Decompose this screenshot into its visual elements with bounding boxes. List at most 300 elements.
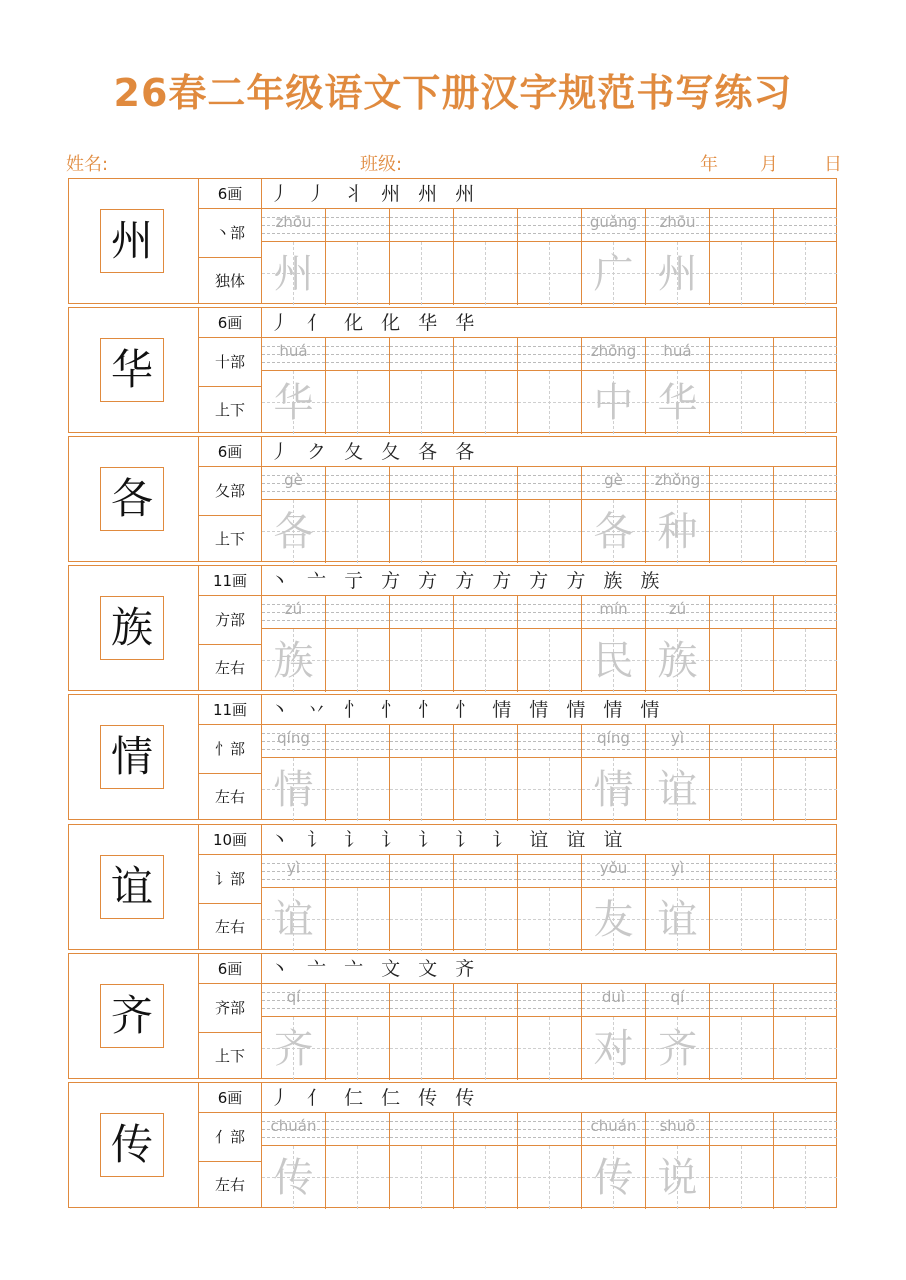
pinyin-lines [390, 1113, 453, 1146]
pinyin-lines [326, 596, 389, 629]
pinyin-lines [582, 984, 645, 1017]
tian-zi-grid [582, 888, 645, 951]
practice-cell[interactable] [646, 984, 710, 1080]
practice-cell[interactable] [262, 725, 326, 821]
writing-grid [262, 209, 837, 305]
pinyin-lines [710, 1113, 773, 1146]
tian-zi-grid [454, 1017, 517, 1080]
practice-cell[interactable] [454, 209, 518, 305]
model-char-column [69, 566, 199, 690]
radical: 齐部 [199, 984, 261, 1033]
tian-zi-grid [454, 1146, 517, 1209]
tian-zi-grid [710, 1146, 773, 1209]
model-char-column [69, 437, 199, 561]
pinyin-text: guǎng [589, 213, 638, 231]
model-char: 齐 [100, 984, 164, 1048]
char-block-2 [68, 307, 837, 433]
pinyin-text: huá [279, 342, 308, 360]
tian-zi-grid [390, 371, 453, 434]
practice-cell[interactable] [710, 1113, 774, 1209]
tian-zi-grid [646, 888, 709, 951]
practice-cell[interactable] [390, 338, 454, 434]
tian-zi-grid [326, 888, 389, 951]
tian-zi-grid [518, 500, 581, 563]
practice-cell[interactable] [582, 467, 646, 563]
pinyin-text: yǒu [599, 859, 628, 877]
pinyin-lines [262, 209, 325, 242]
tian-zi-grid [518, 629, 581, 692]
practice-cell[interactable] [582, 984, 646, 1080]
pinyin-text: chuán [270, 1117, 317, 1135]
practice-cell[interactable] [518, 984, 582, 1080]
stroke-count: 6画 [199, 179, 261, 209]
pinyin-lines [582, 725, 645, 758]
pinyin-lines [454, 855, 517, 888]
practice-cell[interactable] [582, 209, 646, 305]
pinyin-lines [454, 338, 517, 371]
writing-grid [262, 855, 837, 951]
practice-cell[interactable] [774, 209, 837, 305]
pinyin-lines [454, 596, 517, 629]
pinyin-lines [390, 984, 453, 1017]
tian-zi-grid [774, 371, 837, 434]
practice-cell[interactable] [262, 338, 326, 434]
tian-zi-grid [262, 500, 325, 563]
char-info-column [199, 1083, 262, 1207]
model-char-column [69, 179, 199, 303]
name-label: 姓名: [66, 154, 109, 175]
model-char: 传 [100, 1113, 164, 1177]
radical: 亻部 [199, 1113, 261, 1162]
tian-zi-grid [582, 629, 645, 692]
pinyin-text: shuō [659, 1117, 696, 1135]
practice-cell[interactable] [262, 596, 326, 692]
practice-cell[interactable] [710, 596, 774, 692]
trace-char: 情 [273, 767, 314, 813]
practice-cell[interactable] [262, 467, 326, 563]
pinyin-lines [582, 209, 645, 242]
model-char: 各 [100, 467, 164, 531]
practice-cell[interactable] [454, 467, 518, 563]
tian-zi-grid [454, 242, 517, 305]
model-char-column [69, 954, 199, 1078]
practice-cell[interactable] [262, 855, 326, 951]
trace-char: 州 [273, 251, 314, 297]
trace-char: 谊 [657, 767, 698, 813]
trace-char: 广 [593, 251, 634, 297]
practice-cell[interactable] [774, 338, 837, 434]
structure: 上下 [214, 1047, 245, 1065]
pinyin-text: zú [668, 600, 687, 618]
trace-char: 齐 [273, 1026, 314, 1072]
tian-zi-grid [390, 758, 453, 821]
pinyin-text: qíng [277, 729, 310, 747]
pinyin-lines [454, 209, 517, 242]
practice-cell[interactable] [774, 596, 837, 692]
pinyin-lines [326, 725, 389, 758]
trace-char: 中 [593, 380, 634, 426]
practice-cell[interactable] [582, 596, 646, 692]
practice-cell[interactable] [390, 1113, 454, 1209]
pinyin-lines [774, 725, 837, 758]
pinyin-lines [710, 209, 773, 242]
tian-zi-grid [326, 1017, 389, 1080]
pinyin-text: chuán [590, 1117, 637, 1135]
pinyin-lines [774, 467, 837, 500]
tian-zi-grid [582, 1017, 645, 1080]
tian-zi-grid [774, 500, 837, 563]
practice-cell[interactable] [262, 1113, 326, 1209]
pinyin-lines [518, 209, 581, 242]
tian-zi-grid [454, 371, 517, 434]
practice-cell[interactable] [390, 725, 454, 821]
radical: 讠部 [199, 855, 261, 904]
tian-zi-grid [454, 758, 517, 821]
practice-cell[interactable] [326, 596, 390, 692]
tian-zi-grid [518, 242, 581, 305]
pinyin-lines [390, 338, 453, 371]
practice-cell[interactable] [518, 338, 582, 434]
tian-zi-grid [518, 758, 581, 821]
practice-cell[interactable] [262, 209, 326, 305]
pinyin-lines [582, 855, 645, 888]
radical: 方部 [199, 596, 261, 645]
pinyin-lines [390, 725, 453, 758]
tian-zi-grid [710, 500, 773, 563]
pinyin-lines [262, 467, 325, 500]
stroke-count: 6画 [199, 954, 261, 984]
practice-cell[interactable] [454, 725, 518, 821]
pinyin-lines [582, 338, 645, 371]
pinyin-lines [646, 209, 709, 242]
stroke-count: 11画 [199, 566, 261, 596]
practice-cell[interactable] [582, 725, 646, 821]
practice-cell[interactable] [390, 596, 454, 692]
model-char: 华 [100, 338, 164, 402]
practice-cell[interactable] [518, 596, 582, 692]
practice-cell[interactable] [326, 209, 390, 305]
pinyin-lines [518, 596, 581, 629]
pinyin-lines [390, 467, 453, 500]
pinyin-text: zhōu [659, 213, 696, 231]
practice-cell[interactable] [710, 338, 774, 434]
structure: 左右 [214, 918, 245, 936]
tian-zi-grid [518, 371, 581, 434]
practice-cell[interactable] [646, 338, 710, 434]
practice-cell[interactable] [710, 725, 774, 821]
tian-zi-grid [774, 888, 837, 951]
trace-char: 谊 [273, 897, 314, 943]
stroke-count: 11画 [199, 695, 261, 725]
trace-char: 友 [593, 897, 634, 943]
tian-zi-grid [710, 629, 773, 692]
pinyin-text: duì [601, 988, 626, 1006]
pinyin-text: yì [670, 859, 685, 877]
char-block-8 [68, 1082, 837, 1208]
tian-zi-grid [646, 629, 709, 692]
trace-char: 华 [657, 380, 698, 426]
practice-cell[interactable] [454, 1113, 518, 1209]
pinyin-lines [518, 1113, 581, 1146]
pinyin-lines [518, 855, 581, 888]
pinyin-lines [454, 467, 517, 500]
pinyin-text: qí [670, 988, 685, 1006]
practice-cell[interactable] [582, 855, 646, 951]
month-label: 月 [760, 154, 778, 175]
pinyin-lines [710, 467, 773, 500]
practice-cell[interactable] [646, 596, 710, 692]
writing-grid [262, 596, 837, 692]
pinyin-text: zhōng [590, 342, 637, 360]
tian-zi-grid [262, 371, 325, 434]
stroke-order: 丶 丷 忄 忄 忄 忄 情 情 情 情 情 [262, 695, 837, 725]
char-info-column [199, 179, 262, 303]
practice-cell[interactable] [326, 855, 390, 951]
model-char: 州 [100, 209, 164, 273]
practice-cell[interactable] [646, 1113, 710, 1209]
tian-zi-grid [774, 758, 837, 821]
practice-cell[interactable] [326, 338, 390, 434]
structure: 独体 [214, 272, 245, 290]
trace-char: 各 [593, 509, 634, 555]
practice-cell[interactable] [774, 855, 837, 951]
stroke-count: 6画 [199, 437, 261, 467]
trace-char: 种 [657, 509, 698, 555]
model-char: 情 [100, 725, 164, 789]
pinyin-text: zhǒng [654, 471, 701, 489]
char-info-column [199, 954, 262, 1078]
tian-zi-grid [262, 629, 325, 692]
pinyin-lines [326, 338, 389, 371]
pinyin-lines [646, 855, 709, 888]
pinyin-lines [262, 984, 325, 1017]
pinyin-lines [262, 855, 325, 888]
practice-cell[interactable] [710, 209, 774, 305]
practice-cell[interactable] [518, 209, 582, 305]
tian-zi-grid [262, 758, 325, 821]
tian-zi-grid [262, 1017, 325, 1080]
pinyin-lines [774, 1113, 837, 1146]
tian-zi-grid [326, 500, 389, 563]
stroke-count: 6画 [199, 308, 261, 338]
char-block-4 [68, 565, 837, 691]
pinyin-text: qí [286, 988, 301, 1006]
pinyin-lines [774, 855, 837, 888]
tian-zi-grid [646, 371, 709, 434]
tian-zi-grid [710, 888, 773, 951]
pinyin-lines [262, 725, 325, 758]
tian-zi-grid [262, 888, 325, 951]
day-label: 日 [824, 154, 842, 175]
practice-cell[interactable] [326, 467, 390, 563]
tian-zi-grid [518, 1017, 581, 1080]
pinyin-lines [326, 209, 389, 242]
tian-zi-grid [518, 1146, 581, 1209]
practice-cell[interactable] [326, 1113, 390, 1209]
practice-cell[interactable] [454, 596, 518, 692]
tian-zi-grid [454, 629, 517, 692]
practice-cell[interactable] [454, 984, 518, 1080]
trace-char: 说 [657, 1155, 698, 1201]
char-block-5 [68, 694, 837, 820]
trace-char: 州 [657, 251, 698, 297]
tian-zi-grid [774, 1017, 837, 1080]
pinyin-lines [582, 596, 645, 629]
practice-cell[interactable] [582, 338, 646, 434]
pinyin-lines [518, 338, 581, 371]
tian-zi-grid [326, 629, 389, 692]
trace-char: 民 [593, 638, 634, 684]
pinyin-lines [774, 338, 837, 371]
year-label: 年 [700, 154, 718, 175]
pinyin-lines [326, 984, 389, 1017]
practice-cell[interactable] [518, 467, 582, 563]
stroke-order: 丿 亻 仁 仁 传 传 [262, 1083, 837, 1113]
tian-zi-grid [646, 1017, 709, 1080]
practice-cell[interactable] [774, 467, 837, 563]
pinyin-text: yì [286, 859, 301, 877]
tian-zi-grid [582, 758, 645, 821]
model-char: 谊 [100, 855, 164, 919]
writing-grid [262, 725, 837, 821]
tian-zi-grid [262, 1146, 325, 1209]
practice-cell[interactable] [646, 209, 710, 305]
model-char-column [69, 825, 199, 949]
tian-zi-grid [774, 629, 837, 692]
char-block-6 [68, 824, 837, 950]
model-char-column [69, 308, 199, 432]
char-block-3 [68, 436, 837, 562]
tian-zi-grid [390, 629, 453, 692]
tian-zi-grid [454, 500, 517, 563]
pinyin-lines [390, 209, 453, 242]
practice-cell[interactable] [518, 1113, 582, 1209]
stroke-order: 丿 丿 丬 州 州 州 [262, 179, 837, 209]
tian-zi-grid [326, 1146, 389, 1209]
trace-char: 族 [273, 638, 314, 684]
pinyin-lines [518, 467, 581, 500]
stroke-order: 丶 亠 亠 文 文 齐 [262, 954, 837, 984]
practice-cell[interactable] [710, 467, 774, 563]
pinyin-lines [454, 725, 517, 758]
pinyin-lines [646, 1113, 709, 1146]
practice-cell[interactable] [774, 984, 837, 1080]
writing-grid [262, 467, 837, 563]
tian-zi-grid [518, 888, 581, 951]
pinyin-lines [454, 1113, 517, 1146]
practice-cell[interactable] [326, 984, 390, 1080]
pinyin-text: gè [604, 471, 623, 489]
tian-zi-grid [390, 888, 453, 951]
pinyin-text: gè [284, 471, 303, 489]
page-title: 26春二年级语文下册汉字规范书写练习 [113, 71, 793, 115]
tian-zi-grid [710, 1017, 773, 1080]
practice-cell[interactable] [390, 467, 454, 563]
practice-cell[interactable] [518, 725, 582, 821]
trace-char: 情 [593, 767, 634, 813]
class-label: 班级: [360, 154, 403, 175]
tian-zi-grid [582, 1146, 645, 1209]
trace-char: 各 [273, 509, 314, 555]
tian-zi-grid [390, 1017, 453, 1080]
model-char-column [69, 1083, 199, 1207]
radical: 忄部 [199, 725, 261, 774]
practice-cell[interactable] [774, 1113, 837, 1209]
practice-cell[interactable] [326, 725, 390, 821]
practice-cell[interactable] [582, 1113, 646, 1209]
practice-cell[interactable] [710, 855, 774, 951]
practice-cell[interactable] [390, 209, 454, 305]
pinyin-lines [710, 596, 773, 629]
practice-cell[interactable] [646, 467, 710, 563]
tian-zi-grid [326, 371, 389, 434]
char-info-column [199, 308, 262, 432]
tian-zi-grid [774, 242, 837, 305]
tian-zi-grid [646, 1146, 709, 1209]
practice-cell[interactable] [518, 855, 582, 951]
char-info-column [199, 566, 262, 690]
pinyin-lines [710, 725, 773, 758]
tian-zi-grid [774, 1146, 837, 1209]
pinyin-lines [582, 1113, 645, 1146]
practice-cell[interactable] [646, 855, 710, 951]
pinyin-lines [710, 855, 773, 888]
radical: 夂部 [199, 467, 261, 516]
tian-zi-grid [710, 242, 773, 305]
trace-char: 传 [593, 1155, 634, 1201]
tian-zi-grid [390, 242, 453, 305]
practice-cell[interactable] [262, 984, 326, 1080]
model-char-column [69, 695, 199, 819]
structure: 左右 [214, 1176, 245, 1194]
stroke-count: 10画 [199, 825, 261, 855]
pinyin-lines [262, 338, 325, 371]
tian-zi-grid [646, 500, 709, 563]
model-char: 族 [100, 596, 164, 660]
writing-grid [262, 338, 837, 434]
tian-zi-grid [582, 242, 645, 305]
pinyin-lines [646, 725, 709, 758]
trace-char: 族 [657, 638, 698, 684]
radical: 十部 [199, 338, 261, 387]
practice-cell[interactable] [454, 855, 518, 951]
stroke-order: 丶 亠 亍 方 方 方 方 方 方 族 族 [262, 566, 837, 596]
pinyin-lines [582, 467, 645, 500]
pinyin-text: huá [663, 342, 692, 360]
practice-cell[interactable] [454, 338, 518, 434]
pinyin-lines [326, 855, 389, 888]
pinyin-lines [774, 596, 837, 629]
practice-cell[interactable] [390, 855, 454, 951]
writing-grid [262, 984, 837, 1080]
pinyin-lines [326, 467, 389, 500]
trace-char: 谊 [657, 897, 698, 943]
structure: 上下 [214, 530, 245, 548]
practice-cell[interactable] [390, 984, 454, 1080]
practice-cell[interactable] [710, 984, 774, 1080]
practice-cell[interactable] [646, 725, 710, 821]
trace-char: 齐 [657, 1026, 698, 1072]
tian-zi-grid [710, 371, 773, 434]
stroke-order: 丿 ク 夂 夂 各 各 [262, 437, 837, 467]
pinyin-lines [774, 209, 837, 242]
stroke-order: 丿 亻 化 化 华 华 [262, 308, 837, 338]
pinyin-lines [710, 338, 773, 371]
practice-cell[interactable] [774, 725, 837, 821]
stroke-order: 丶 讠 讠 讠 讠 讠 讠 谊 谊 谊 [262, 825, 837, 855]
tian-zi-grid [262, 242, 325, 305]
char-block-1 [68, 178, 837, 304]
